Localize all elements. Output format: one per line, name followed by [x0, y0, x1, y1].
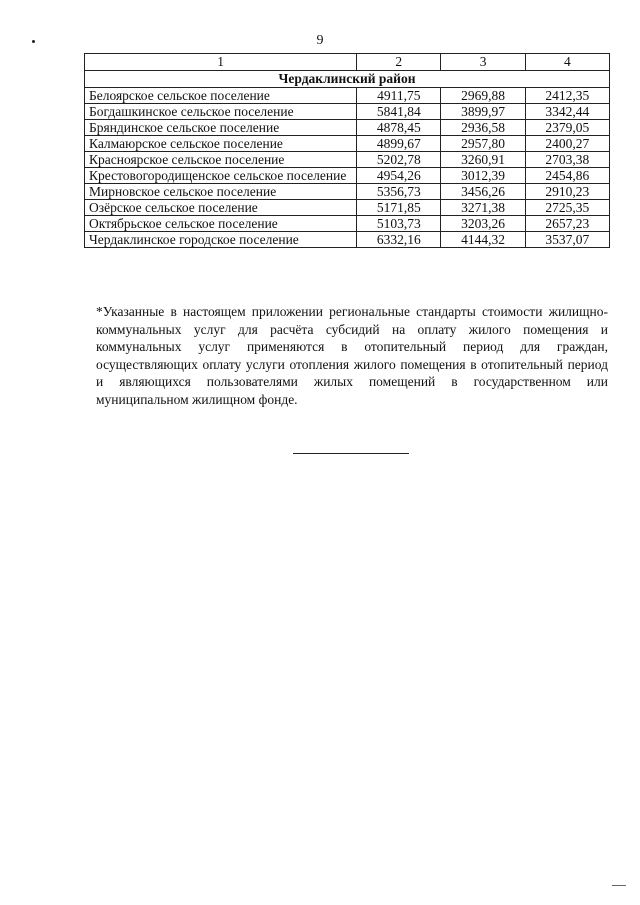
footnote: *Указанные в настоящем приложении региональные стандарты стоимости жилищно-коммунальных услуг для расчёта субсидий на оплату жилого помещения и коммунальных услуг применяются в отопительный период для граждан, осуществляющих оплату услуги отопления жилого помещения в отопительный период и являющихся пользователями жилых помещений в государственном или муниципальном жилищном фонде.	[96, 304, 608, 407]
table-row	[85, 152, 610, 168]
header-col-3: 3	[441, 54, 525, 71]
value-col-2: 4911,75	[357, 88, 441, 104]
value-col-2: 5202,78	[357, 152, 441, 168]
value-col-4: 2657,23	[525, 216, 609, 232]
value-col-4: 2703,38	[525, 152, 609, 168]
settlement-name: Белоярское сельское поселение	[85, 88, 357, 104]
value-col-3: 3271,38	[441, 200, 525, 216]
value-col-4: 3342,44	[525, 104, 609, 120]
value-col-4: 2400,27	[525, 136, 609, 152]
value-col-3: 3012,39	[441, 168, 525, 184]
settlement-name: Чердаклинское городское поселение	[85, 232, 357, 248]
header-col-2: 2	[357, 54, 441, 71]
table-row	[85, 88, 610, 104]
value-col-2: 5841,84	[357, 104, 441, 120]
settlement-name: Калмаюрское сельское поселение	[85, 136, 357, 152]
value-col-3: 2936,58	[441, 120, 525, 136]
value-col-4: 3537,07	[525, 232, 609, 248]
value-col-2: 4899,67	[357, 136, 441, 152]
table-row	[85, 232, 610, 248]
value-col-3: 3456,26	[441, 184, 525, 200]
value-col-4: 2725,35	[525, 200, 609, 216]
table-row	[85, 120, 610, 136]
table-row	[85, 200, 610, 216]
value-col-4: 2412,35	[525, 88, 609, 104]
table-row	[85, 104, 610, 120]
value-col-2: 4954,26	[357, 168, 441, 184]
table-header-row	[85, 54, 610, 71]
value-col-2: 5171,85	[357, 200, 441, 216]
settlement-name: Мирновское сельское поселение	[85, 184, 357, 200]
header-col-4: 4	[525, 54, 609, 71]
value-col-4: 2379,05	[525, 120, 609, 136]
table-row	[85, 184, 610, 200]
value-col-3: 3260,91	[441, 152, 525, 168]
value-col-3: 4144,32	[441, 232, 525, 248]
value-col-3: 3899,97	[441, 104, 525, 120]
value-col-3: 3203,26	[441, 216, 525, 232]
tariff-table	[84, 53, 610, 248]
header-col-1: 1	[85, 54, 357, 71]
table-row	[85, 168, 610, 184]
settlement-name: Крестовогородищенское сельское поселение	[85, 168, 357, 184]
district-title: Чердаклинский район	[85, 71, 610, 88]
settlement-name: Красноярское сельское поселение	[85, 152, 357, 168]
value-col-2: 4878,45	[357, 120, 441, 136]
table-row	[85, 136, 610, 152]
closing-rule	[293, 453, 409, 454]
table-row	[85, 216, 610, 232]
value-col-3: 2969,88	[441, 88, 525, 104]
settlement-name: Озёрское сельское поселение	[85, 200, 357, 216]
value-col-3: 2957,80	[441, 136, 525, 152]
settlement-name: Октябрьское сельское поселение	[85, 216, 357, 232]
district-row	[85, 71, 610, 88]
value-col-4: 2910,23	[525, 184, 609, 200]
value-col-2: 6332,16	[357, 232, 441, 248]
value-col-4: 2454,86	[525, 168, 609, 184]
value-col-2: 5103,73	[357, 216, 441, 232]
page-number: 9	[316, 33, 324, 48]
corner-mark	[612, 885, 626, 886]
settlement-name: Богдашкинское сельское поселение	[85, 104, 357, 120]
value-col-2: 5356,73	[357, 184, 441, 200]
settlement-name: Бряндинское сельское поселение	[85, 120, 357, 136]
